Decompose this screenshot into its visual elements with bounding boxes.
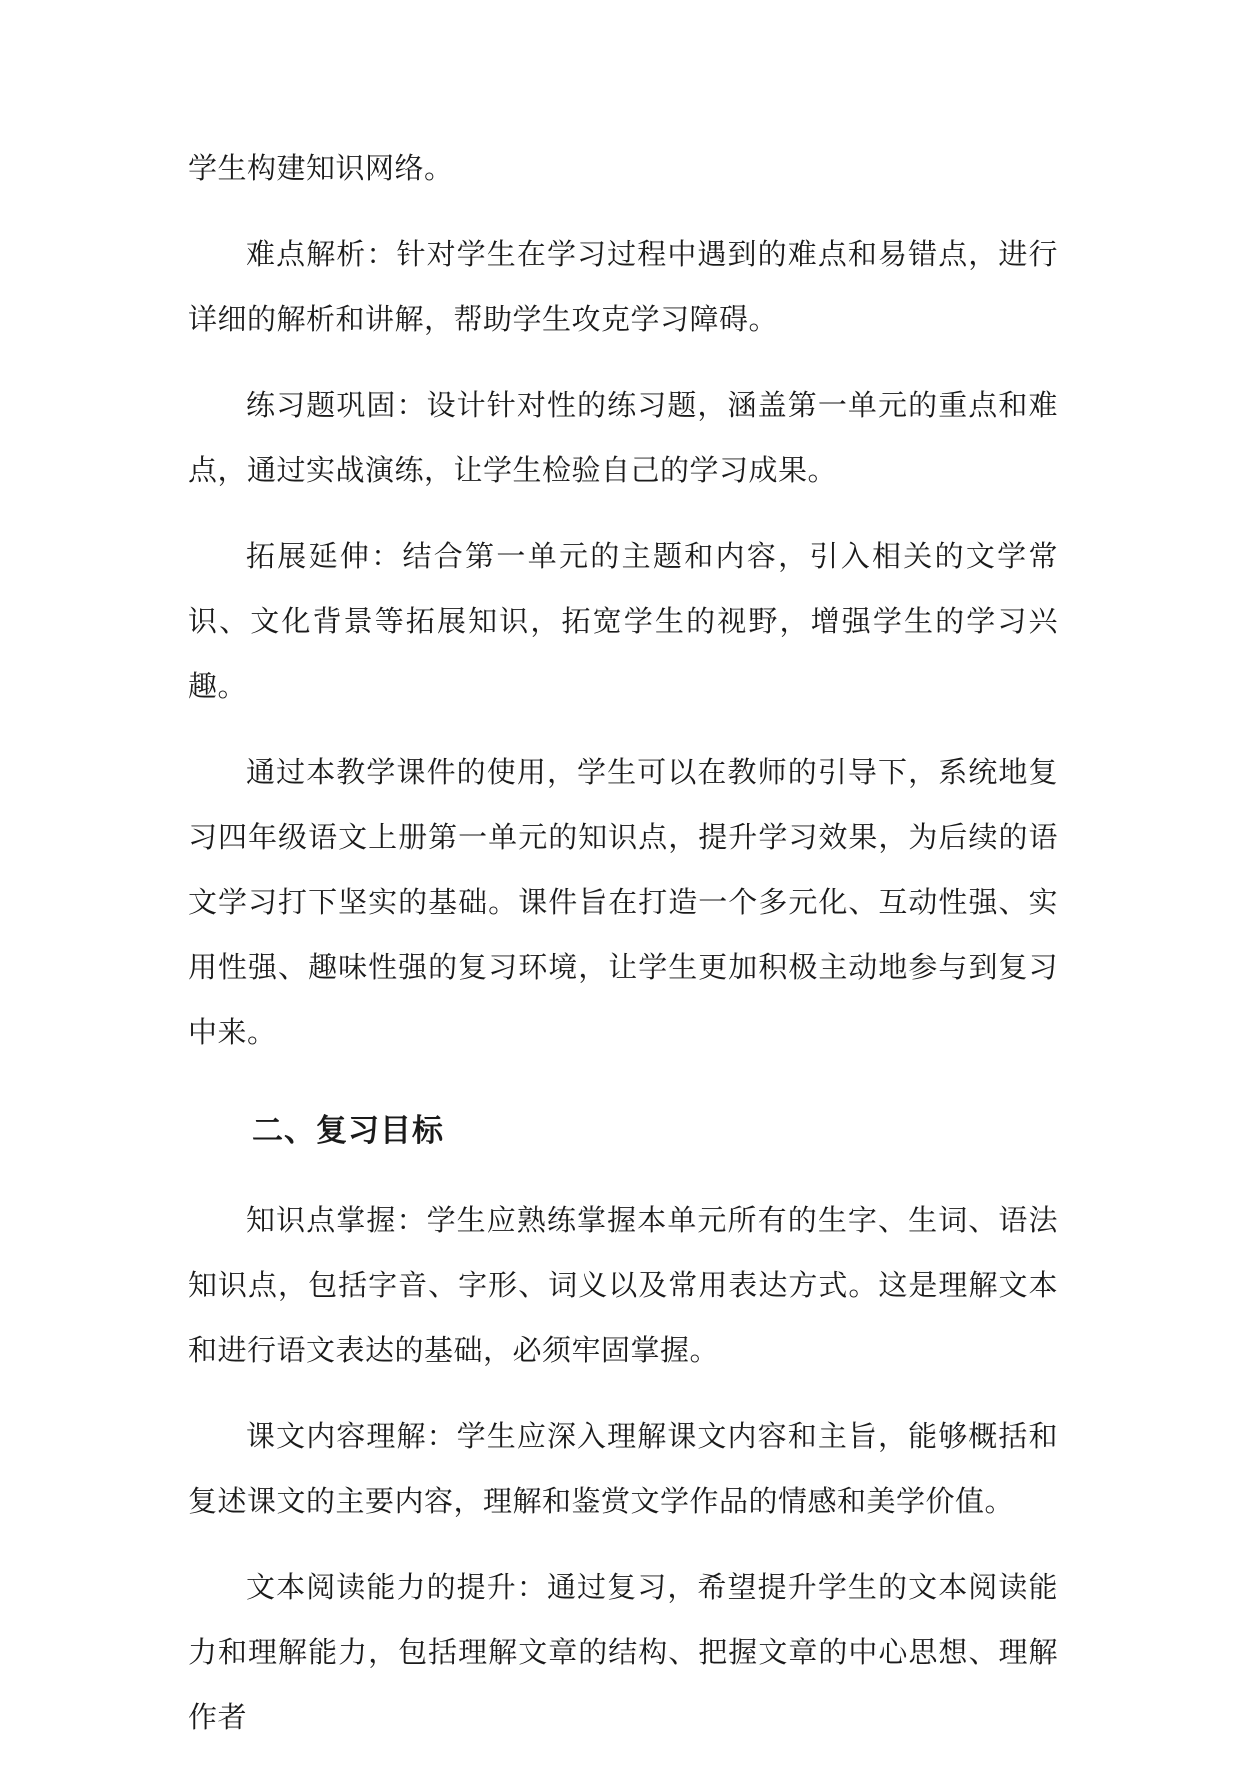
paragraph-courseware-summary: 通过本教学课件的使用，学生可以在教师的引导下，系统地复习四年级语文上册第一单元的知识点，提升学习效果，为后续的语文学习打下坚实的基础。课件旨在打造一个多元化、互动性强、实用性强、趣味性强的复习环境，让学生更加积极主动地参与到复习中来。 <box>188 755 1058 1049</box>
paragraph-knowledge-mastery: 知识点掌握：学生应熟练掌握本单元所有的生字、生词、语法知识点，包括字音、字形、词义以及常用表达方式。这是理解文本和进行语文表达的基础，必须牢固掌握。 <box>188 1203 1058 1367</box>
paragraph-difficulty-analysis: 难点解析：针对学生在学习过程中遇到的难点和易错点，进行详细的解析和讲解，帮助学生攻克学习障碍。 <box>188 237 1058 336</box>
paragraph-text-comprehension: 课文内容理解：学生应深入理解课文内容和主旨，能够概括和复述课文的主要内容，理解和鉴赏文学作品的情感和美学价值。 <box>188 1419 1058 1518</box>
document-body <box>188 136 1058 1771</box>
paragraph-continuation: 学生构建知识网络。 <box>188 151 454 185</box>
paragraph-extension: 拓展延伸：结合第一单元的主题和内容，引入相关的文学常识、文化背景等拓展知识，拓宽学生的视野，增强学生的学习兴趣。 <box>188 539 1058 703</box>
paragraph-exercise-consolidation: 练习题巩固：设计针对性的练习题，涵盖第一单元的重点和难点，通过实战演练，让学生检验自己的学习成果。 <box>188 388 1058 487</box>
section-heading-review-goals: 二、复习目标 <box>252 1113 444 1149</box>
paragraph-reading-ability: 文本阅读能力的提升：通过复习，希望提升学生的文本阅读能力和理解能力，包括理解文章的结构、把握文章的中心思想、理解作者 <box>188 1570 1058 1734</box>
